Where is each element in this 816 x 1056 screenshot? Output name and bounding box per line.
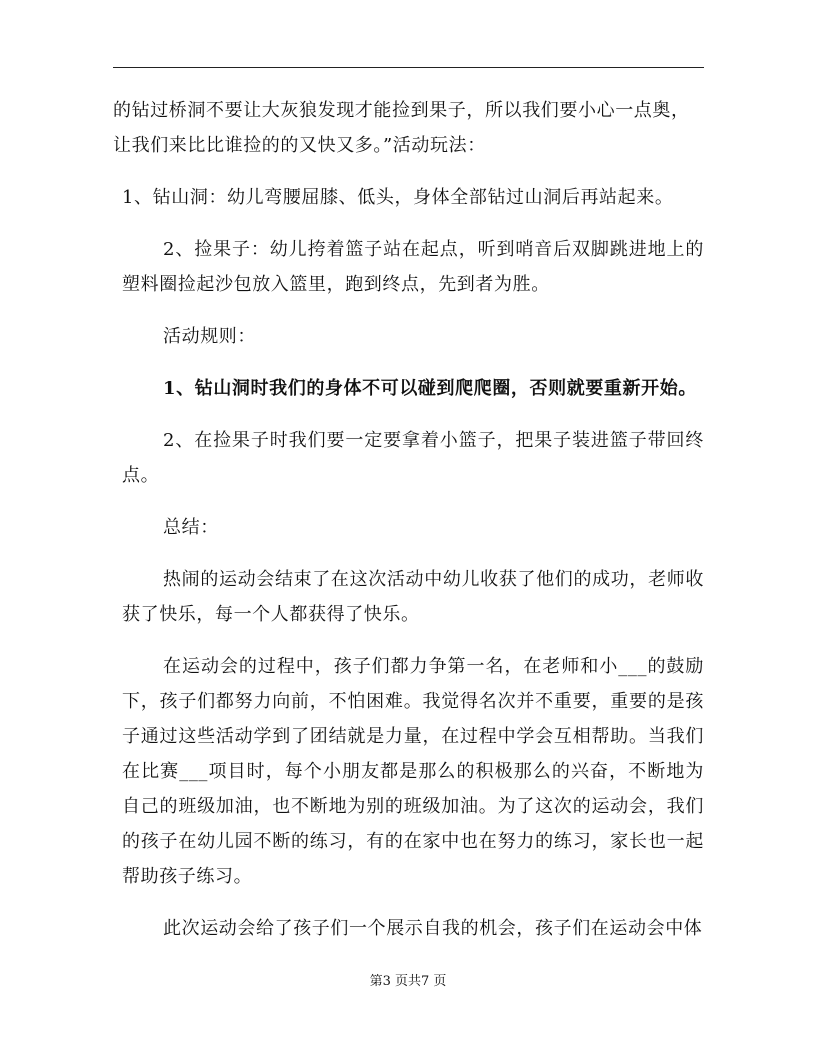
play-item-2: 2、捡果子：幼儿挎着篮子站在起点，听到哨音后双脚跳进地上的塑料圈捡起沙包放入篮里，跑到终点，先到者为胜。 — [122, 239, 704, 295]
rule-2: 2、在捡果子时我们要一定要拿着小篮子，把果子装进篮子带回终点。 — [122, 430, 704, 486]
rules-heading: 活动规则： — [163, 326, 256, 347]
summary-paragraph-2: 在运动会的过程中，孩子们都力争第一名，在老师和小___的鼓励下，孩子们都努力向前，不怕困难。我觉得名次并不重要，重要的是孩子通过这些活动学到了团结就是力量，在过程中学会互相帮助。当我们在比赛___项目时，每个小朋友都是那么的积极那么的兴奋，不断地为自己的班级加油，也不断地为别的班级加油。为了这次的运动会，我们的孩子在幼儿园不断的练习，有的在家中也在努力的练习，家长也一起帮助孩子练习。 — [122, 656, 704, 887]
text-line: 让我们来比比谁捡的的又快又多。”活动玩法： — [113, 135, 486, 156]
summary-paragraph-3: 此次运动会给了孩子们一个展示自我的机会，孩子们在运动会中体 — [163, 918, 703, 939]
page-number: 第3 页共7 页 — [369, 974, 447, 989]
summary-paragraph-1: 热闹的运动会结束了在这次活动中幼儿收获了他们的成功，老师收获了快乐，每一个人都获得了快乐。 — [122, 569, 704, 625]
text-line: 的钻过桥洞不要让大灰狼发现才能捡到果子，所以我们要小心一点奥， — [113, 100, 690, 121]
document-body — [113, 93, 704, 946]
rule-1: 1、钻山洞时我们的身体不可以碰到爬爬圈，否则就要重新开始。 — [163, 378, 697, 399]
summary-heading: 总结： — [163, 517, 219, 538]
play-item-1: 1、钻山洞：幼儿弯腰屈膝、低头，身体全部钻过山洞后再站起来。 — [122, 187, 674, 208]
header-rule — [113, 67, 704, 68]
